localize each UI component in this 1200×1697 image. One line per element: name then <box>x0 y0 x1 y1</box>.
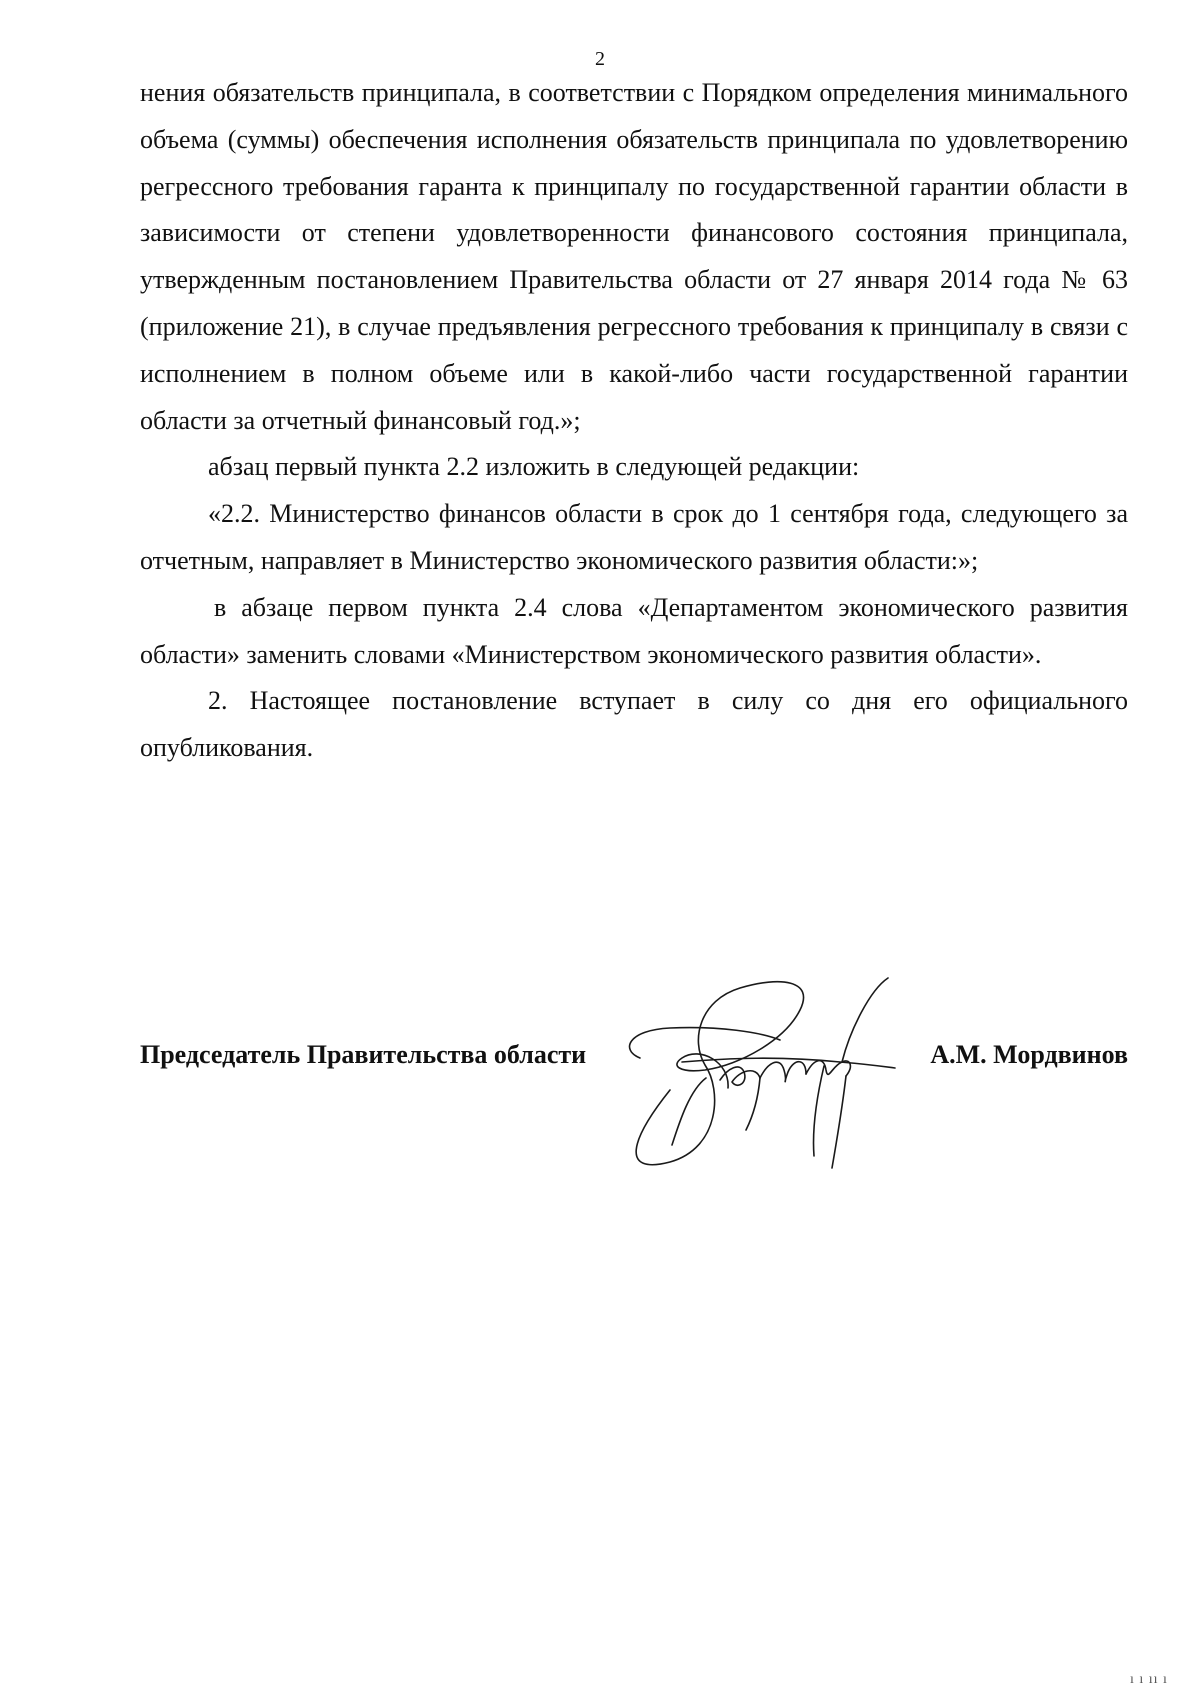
document-body <box>140 70 1128 772</box>
paragraph-effective-date: 2. Настоящее постановление вступает в силу со дня его официального опубликования. <box>140 686 1128 763</box>
paragraph-clause-2-2: «2.2. Министерство финансов области в срок до 1 сентября года, следующего за отчетным, направляет в Министерство экономического развития области:»; <box>140 499 1128 575</box>
handwritten-signature-icon <box>610 970 930 1180</box>
page-number: 2 <box>595 48 605 70</box>
signer-title: Председатель Правительства области <box>140 1040 587 1069</box>
paragraph-continuation: нения обязательств принципала, в соответствии с Порядком определения минимального объема (суммы) обеспечения исполнения обязательств принципала по удовлетворению регрессного требования гаранта к принципалу по государственной гарантии области в зависимости от степени удовлетворенности финансового состояния принципала, утвержденным постановлением Правительства области от 27 января 2014 года № 63 (приложение 21), в случае предъявления регрессного требования к принципалу в связи с исполнением в полном объеме или в какой-либо части государственной гарантии области за отчетный финансовый год.»; <box>140 78 1128 435</box>
signer-name: А.М. Мордвинов <box>930 1040 1128 1069</box>
scan-artifact-mark: ı ı ıı ı <box>1130 1672 1168 1687</box>
paragraph-clause-2-4: в абзаце первом пункта 2.4 слова «Департаментом экономического развития области» заменить словами «Министерством экономического развития области». <box>140 592 1128 669</box>
paragraph-amendment-intro: абзац первый пункта 2.2 изложить в следующей редакции: <box>208 452 860 482</box>
